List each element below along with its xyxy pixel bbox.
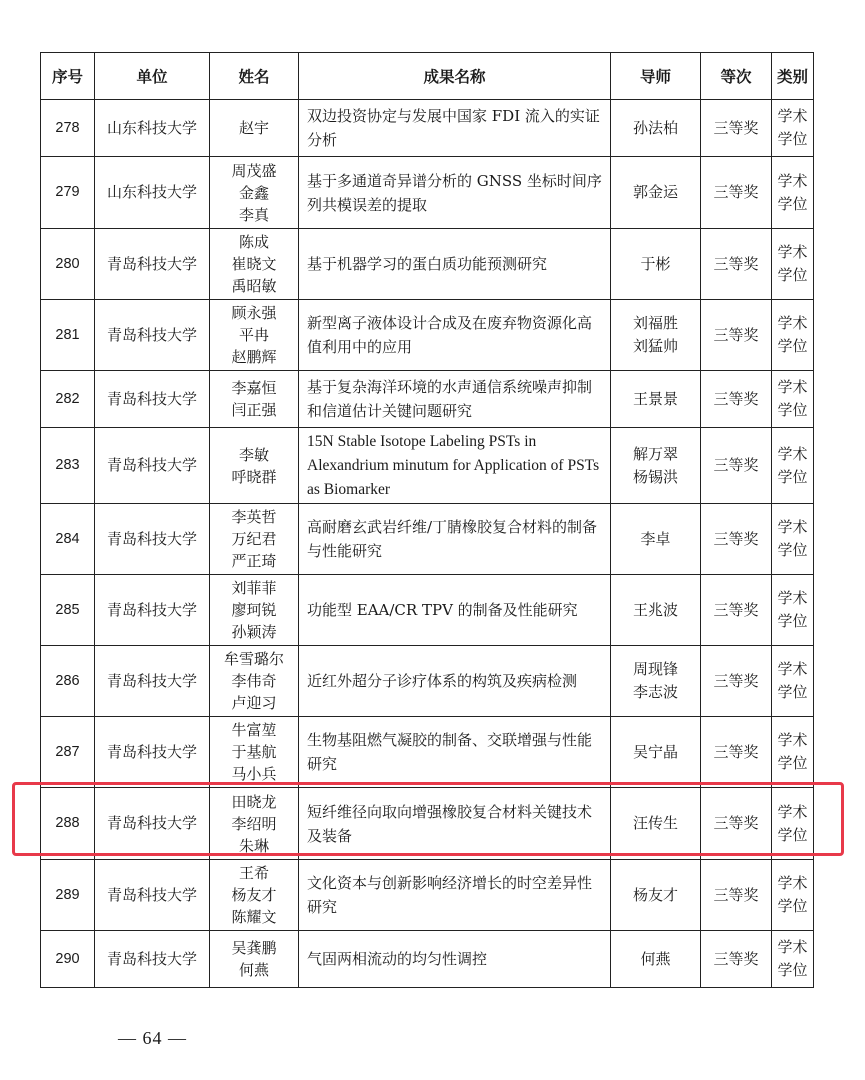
table-row: [41, 229, 814, 300]
person-name: 陈耀文: [231, 908, 277, 926]
cell-type: [772, 717, 814, 788]
person-name: 田晓龙: [231, 792, 277, 811]
person-name: 李嘉恒: [231, 379, 277, 397]
cell-names: [210, 157, 299, 229]
cell-type: [772, 100, 814, 157]
cell-type: [772, 646, 814, 717]
header-seq: 序号: [41, 53, 95, 100]
table-row: [41, 300, 814, 371]
table-row: [41, 931, 814, 988]
person-name: 孙颖涛: [231, 623, 277, 641]
advisor-name: 吴宁晶: [632, 742, 678, 761]
cell-advisor: [611, 575, 701, 646]
person-name: 刘菲菲: [231, 579, 277, 597]
cell-title: 文化资本与创新影响经济增长的时空差异性研究: [299, 860, 611, 931]
cell-type: [772, 931, 814, 988]
type-line: 学位: [777, 683, 808, 701]
cell-unit: 青岛科技大学: [95, 860, 210, 931]
header-type: 类别: [772, 53, 814, 100]
cell-advisor: [611, 646, 701, 717]
cell-advisor: [611, 931, 701, 988]
advisor-name: 何燕: [640, 949, 671, 968]
person-name: 何燕: [238, 961, 269, 979]
cell-type: [772, 575, 814, 646]
cell-unit: 山东科技大学: [95, 100, 210, 157]
cell-title: 双边投资协定与发展中国家 FDI 流入的实证分析: [299, 100, 611, 157]
cell-seq: 285: [41, 575, 95, 646]
person-name: 禹昭敏: [231, 277, 277, 295]
table-row: [41, 100, 814, 157]
person-name: 牛富堃: [231, 721, 277, 739]
type-line: 学术: [777, 378, 808, 396]
person-name: 万纪君: [231, 530, 277, 548]
cell-unit: 青岛科技大学: [95, 300, 210, 371]
cell-advisor: [611, 300, 701, 371]
person-name: 顾永强: [231, 304, 277, 322]
person-name: 吴龚鹏: [231, 939, 277, 957]
person-name: 李英哲: [231, 508, 277, 526]
cell-names: [210, 100, 299, 157]
cell-type: [772, 300, 814, 371]
cell-unit: 青岛科技大学: [95, 428, 210, 504]
cell-seq: 288: [41, 788, 95, 860]
type-line: 学位: [777, 194, 808, 213]
cell-unit: 青岛科技大学: [95, 371, 210, 428]
header-unit: 单位: [95, 53, 210, 100]
type-line: 学术: [777, 589, 808, 607]
advisor-name: 杨锡洪: [632, 467, 678, 486]
person-name: 呼晓群: [231, 467, 277, 486]
advisor-name: 刘猛帅: [632, 337, 678, 355]
person-name: 陈成: [238, 233, 269, 251]
person-name: 闫正强: [231, 401, 277, 419]
person-name: 马小兵: [231, 765, 277, 783]
cell-type: [772, 157, 814, 229]
cell-title: 基于复杂海洋环境的水声通信系统噪声抑制和信道估计关键问题研究: [299, 371, 611, 428]
cell-advisor: [611, 371, 701, 428]
type-line: 学术: [777, 171, 808, 190]
cell-level: 三等奖: [701, 229, 772, 300]
cell-title: 15N Stable Isotope Labeling PSTs in Alexandrium minutum for Application of PSTs as Biomarker: [299, 428, 611, 504]
type-line: 学术: [777, 243, 808, 261]
cell-seq: 290: [41, 931, 95, 988]
person-name: 朱琳: [238, 836, 269, 855]
cell-level: 三等奖: [701, 428, 772, 504]
cell-level: 三等奖: [701, 371, 772, 428]
person-name: 李敏: [238, 445, 269, 464]
type-line: 学位: [777, 961, 808, 979]
header-level: 等次: [701, 53, 772, 100]
cell-title: 高耐磨玄武岩纤维/丁腈橡胶复合材料的制备与性能研究: [299, 504, 611, 575]
cell-seq: 282: [41, 371, 95, 428]
cell-type: [772, 428, 814, 504]
type-line: 学位: [777, 897, 808, 915]
cell-unit: 青岛科技大学: [95, 717, 210, 788]
cell-names: [210, 646, 299, 717]
cell-title: 基于多通道奇异谱分析的 GNSS 坐标时间序列共模误差的提取: [299, 157, 611, 229]
type-line: 学术: [777, 314, 808, 332]
awards-table: [40, 52, 814, 988]
person-name: 赵宇: [238, 119, 269, 137]
advisor-name: 汪传生: [632, 814, 678, 832]
type-line: 学术: [777, 802, 808, 821]
cell-type: [772, 788, 814, 860]
table-row: [41, 575, 814, 646]
person-name: 牟雪璐尔: [223, 650, 284, 668]
person-name: 李绍明: [231, 814, 277, 833]
type-line: 学术: [777, 731, 808, 749]
cell-title: 新型离子液体设计合成及在废弃物资源化高值利用中的应用: [299, 300, 611, 371]
type-line: 学位: [777, 337, 808, 355]
cell-title: 气固两相流动的均匀性调控: [299, 931, 611, 988]
person-name: 卢迎习: [231, 694, 277, 712]
cell-names: [210, 371, 299, 428]
table-row: [41, 428, 814, 504]
cell-seq: 287: [41, 717, 95, 788]
type-line: 学术: [777, 660, 808, 678]
cell-title: 近红外超分子诊疗体系的构筑及疾病检测: [299, 646, 611, 717]
cell-level: 三等奖: [701, 504, 772, 575]
cell-names: [210, 504, 299, 575]
cell-seq: 278: [41, 100, 95, 157]
type-line: 学术: [777, 874, 808, 892]
cell-level: 三等奖: [701, 157, 772, 229]
cell-unit: 山东科技大学: [95, 157, 210, 229]
person-name: 李伟奇: [231, 672, 277, 690]
cell-advisor: [611, 717, 701, 788]
person-name: 廖珂锐: [231, 601, 277, 619]
advisor-name: 王景景: [632, 389, 678, 408]
type-line: 学术: [777, 938, 808, 956]
cell-type: [772, 504, 814, 575]
person-name: 严正琦: [231, 552, 277, 570]
cell-names: [210, 717, 299, 788]
person-name: 周茂盛: [231, 161, 277, 180]
table-row: [41, 717, 814, 788]
cell-seq: 286: [41, 646, 95, 717]
type-line: 学位: [777, 541, 808, 559]
cell-advisor: [611, 157, 701, 229]
cell-names: [210, 860, 299, 931]
advisor-name: 周现锋: [632, 660, 678, 678]
cell-level: 三等奖: [701, 717, 772, 788]
type-line: 学位: [777, 266, 808, 284]
header-title: 成果名称: [299, 53, 611, 100]
table-row: [41, 860, 814, 931]
cell-names: [210, 788, 299, 860]
advisor-name: 于彬: [640, 254, 671, 273]
type-line: 学术: [777, 444, 808, 463]
advisor-name: 李卓: [640, 529, 671, 548]
cell-seq: 283: [41, 428, 95, 504]
type-line: 学位: [777, 612, 808, 630]
type-line: 学术: [777, 107, 808, 125]
type-line: 学位: [777, 467, 808, 486]
header-advisor: 导师: [611, 53, 701, 100]
table-header-row: [41, 53, 814, 100]
type-line: 学位: [777, 754, 808, 772]
person-name: 于基航: [231, 743, 277, 761]
type-line: 学术: [777, 518, 808, 536]
table-row: [41, 646, 814, 717]
cell-type: [772, 229, 814, 300]
cell-names: [210, 300, 299, 371]
advisor-name: 解万翠: [632, 444, 678, 463]
cell-title: 短纤维径向取向增强橡胶复合材料关键技术及装备: [299, 788, 611, 860]
cell-type: [772, 860, 814, 931]
cell-title: 基于机器学习的蛋白质功能预测研究: [299, 229, 611, 300]
person-name: 王希: [238, 864, 269, 882]
cell-unit: 青岛科技大学: [95, 646, 210, 717]
cell-seq: 289: [41, 860, 95, 931]
cell-names: [210, 931, 299, 988]
page-number: — 64 —: [118, 1028, 187, 1048]
cell-level: 三等奖: [701, 788, 772, 860]
cell-advisor: [611, 788, 701, 860]
cell-seq: 279: [41, 157, 95, 229]
person-name: 金鑫: [238, 183, 269, 202]
cell-names: [210, 428, 299, 504]
cell-advisor: [611, 229, 701, 300]
cell-names: [210, 575, 299, 646]
cell-names: [210, 229, 299, 300]
cell-level: 三等奖: [701, 931, 772, 988]
cell-unit: 青岛科技大学: [95, 504, 210, 575]
cell-level: 三等奖: [701, 300, 772, 371]
table-row: [41, 788, 814, 860]
person-name: 赵鹏辉: [231, 348, 277, 366]
cell-title: 功能型 EAA/CR TPV 的制备及性能研究: [299, 575, 611, 646]
cell-seq: 284: [41, 504, 95, 575]
cell-advisor: [611, 860, 701, 931]
advisor-name: 孙法柏: [632, 118, 678, 137]
cell-level: 三等奖: [701, 100, 772, 157]
cell-advisor: [611, 100, 701, 157]
type-line: 学位: [777, 401, 808, 419]
person-name: 平冉: [238, 326, 269, 344]
table-row: [41, 504, 814, 575]
cell-unit: 青岛科技大学: [95, 229, 210, 300]
cell-seq: 281: [41, 300, 95, 371]
person-name: 崔晓文: [231, 255, 277, 273]
advisor-name: 杨友才: [632, 885, 678, 904]
table-row: [41, 157, 814, 229]
cell-level: 三等奖: [701, 860, 772, 931]
type-line: 学位: [777, 825, 808, 844]
header-name: 姓名: [210, 53, 299, 100]
advisor-name: 刘福胜: [632, 314, 678, 332]
advisor-name: 郭金运: [632, 183, 678, 201]
cell-level: 三等奖: [701, 575, 772, 646]
advisor-name: 王兆波: [632, 600, 678, 619]
person-name: 杨友才: [231, 886, 277, 904]
type-line: 学位: [777, 130, 808, 148]
person-name: 李真: [238, 205, 269, 224]
cell-advisor: [611, 504, 701, 575]
cell-level: 三等奖: [701, 646, 772, 717]
cell-unit: 青岛科技大学: [95, 575, 210, 646]
cell-title: 生物基阻燃气凝胶的制备、交联增强与性能研究: [299, 717, 611, 788]
cell-type: [772, 371, 814, 428]
cell-unit: 青岛科技大学: [95, 931, 210, 988]
cell-seq: 280: [41, 229, 95, 300]
cell-advisor: [611, 428, 701, 504]
advisor-name: 李志波: [632, 683, 678, 701]
cell-unit: 青岛科技大学: [95, 788, 210, 860]
table-row: [41, 371, 814, 428]
